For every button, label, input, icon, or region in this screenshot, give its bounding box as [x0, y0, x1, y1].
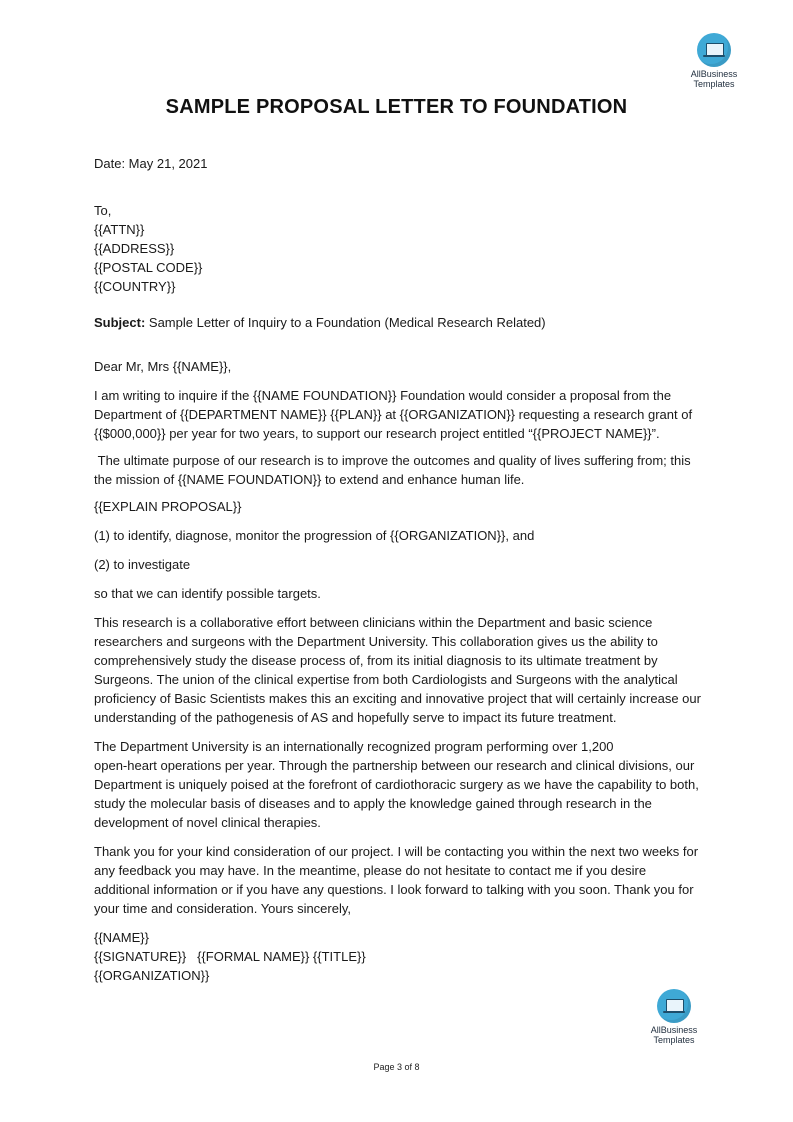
letter-body	[94, 154, 704, 985]
recipient-address	[94, 201, 704, 296]
signature-line: {{NAME}}	[94, 930, 149, 945]
paragraph-aim-1: (1) to identify, diagnose, monitor the progression of {{ORGANIZATION}}, and	[94, 528, 535, 543]
paragraph-department-rest: open-heart operations per year. Through the partnership between our research and clinical divisions, our Department is uniquely poised at the forefront of cardiothoracic surgery as we have the capability to both, study the molecular basis of diseases and to apply the knowledge gained through research in the development of novel clinical therapies.	[94, 758, 699, 830]
paragraph-explain-proposal: {{EXPLAIN PROPOSAL}}	[94, 499, 242, 514]
paragraph-purpose: The ultimate purpose of our research is to improve the outcomes and quality of lives suffering from; this the mission of {{NAME FOUNDATION}} to extend and enhance human life.	[94, 453, 695, 487]
allbusiness-logo-bottom	[644, 989, 704, 1045]
allbusiness-logo-top	[684, 33, 744, 89]
paragraph-collaboration: This research is a collaborative effort between clinicians within the Department and basic science researchers and surgeons with the Department University. This collaboration gives us the ability to comprehensively study the disease process of, from its initial diagnosis to its ultimate treatment by Surgeons. The union of the clinical expertise from both Cardiologists and Surgeons with the analytical proficiency of Basic Scientists makes this an exciting and innovative project that will certainly increase our understanding of the pathogenesis of AS and hopefully serve to impact its future treatment.	[94, 615, 701, 725]
logo-line-2: Templates	[653, 1035, 695, 1045]
document-title: SAMPLE PROPOSAL LETTER TO FOUNDATION	[165, 96, 628, 118]
signature-block	[94, 928, 704, 985]
letter-date: Date: May 21, 2021	[94, 156, 208, 171]
logo-line-2: Templates	[693, 79, 735, 89]
address-line: {{ADDRESS}}	[94, 241, 175, 256]
paragraph-department-line1: The Department University is an internationally recognized program performing over 1,200	[94, 739, 614, 754]
subject-label: Subject:	[94, 315, 146, 330]
address-line: {{ATTN}}	[94, 222, 145, 237]
paragraph-department	[94, 737, 704, 832]
page-number: Page 3 of 8	[373, 1062, 420, 1072]
address-line: {{POSTAL CODE}}	[94, 260, 203, 275]
subject-text: Sample Letter of Inquiry to a Foundation (Medical Research Related)	[145, 315, 546, 330]
paragraph-aim-2: (2) to investigate	[94, 557, 191, 572]
salutation: Dear Mr, Mrs {{NAME}},	[94, 359, 232, 374]
signature-line: {{ORGANIZATION}}	[94, 968, 210, 983]
paragraph-request: I am writing to inquire if the {{NAME FOUNDATION}} Foundation would consider a proposal from the Department of {{DEPARTMENT NAME}} {{PLAN}} at {{ORGANIZATION}} requesting a research grant of {{$000,000}} per year for two years, to support our research project entitled “{{PROJECT NAME}}”.	[94, 388, 693, 441]
laptop-icon	[697, 33, 731, 67]
address-line: To,	[94, 203, 112, 218]
logo-line-1: AllBusiness	[650, 1025, 698, 1035]
signature-line: {{SIGNATURE}} {{FORMAL NAME}} {{TITLE}}	[94, 949, 366, 964]
paragraph-closing: Thank you for your kind consideration of our project. I will be contacting you within the next two weeks for any feedback you may have. In the meantime, please do not hesitate to contact me if you desire additional information or if you have any questions. I look forward to talking with you soon. Thank you for your time and consideration. Yours sincerely,	[94, 844, 699, 916]
laptop-icon	[657, 989, 691, 1023]
paragraph-targets: so that we can identify possible targets.	[94, 586, 321, 601]
subject-line	[94, 313, 704, 332]
address-line: {{COUNTRY}}	[94, 279, 176, 294]
logo-line-1: AllBusiness	[690, 69, 738, 79]
